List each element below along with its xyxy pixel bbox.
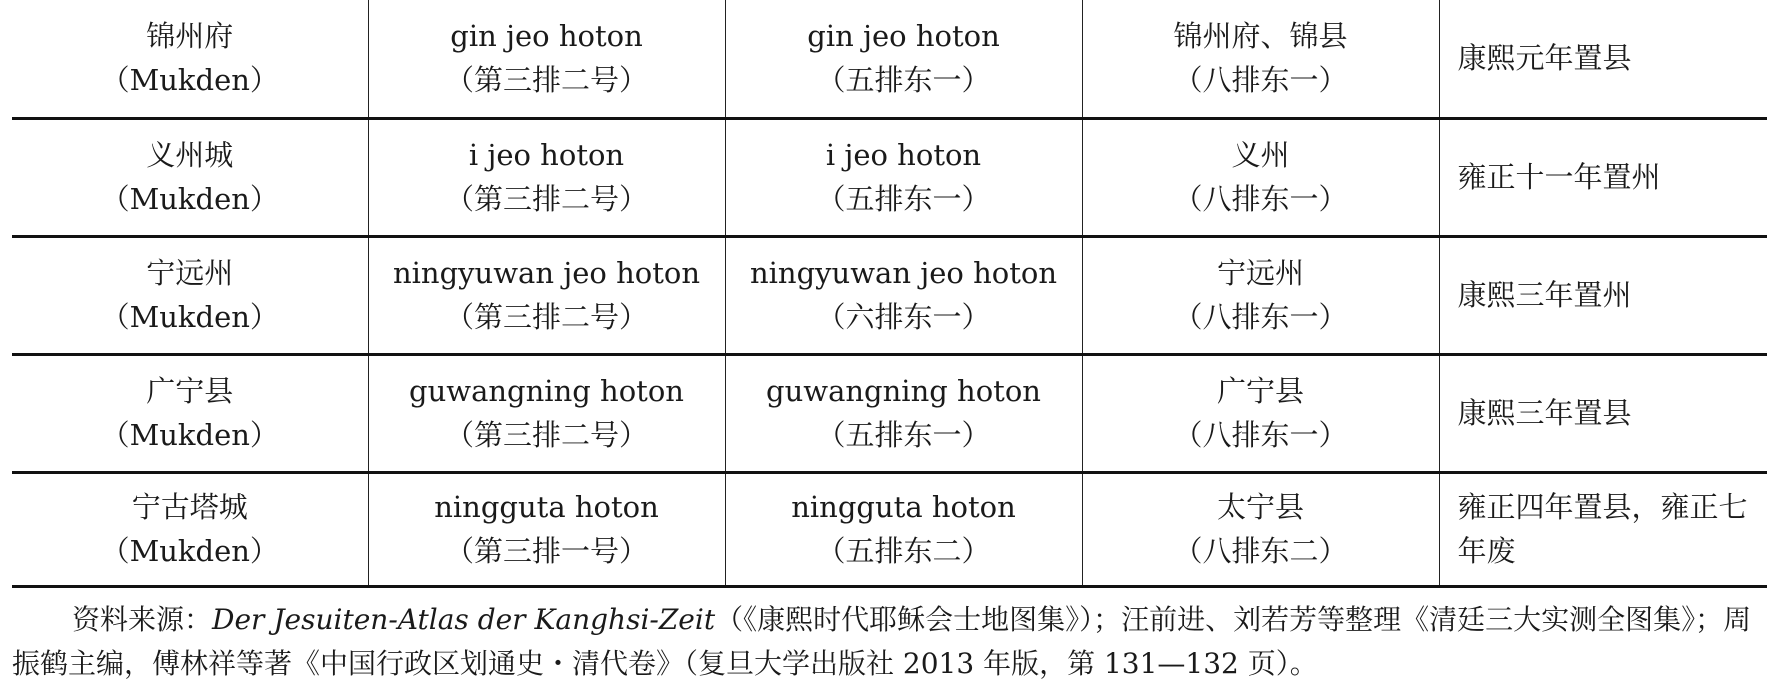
chinese-name-cell — [1082, 0, 1439, 118]
cell-line: ningyuwan jeo hoton — [749, 256, 1058, 290]
table-row — [12, 354, 1767, 472]
note-cell — [1439, 118, 1767, 236]
cell-line: （五排东一） — [816, 63, 991, 98]
place-cell — [12, 354, 368, 472]
cell-line: i jeo hoton — [468, 138, 625, 172]
cell-line: gin jeo hoton — [450, 19, 643, 54]
manchu-name-cell — [725, 0, 1082, 118]
cell-line: 康熙元年置县 — [1457, 41, 1632, 76]
cell-line: 义州城 — [146, 138, 234, 172]
cell-line: 雍正四年置县，雍正七年废 — [1457, 490, 1748, 568]
manchu-name-cell — [725, 236, 1082, 354]
cell-line: guwangning hoton — [766, 374, 1041, 408]
cell-line: （第三排二号） — [444, 182, 648, 216]
cell-line: 太宁县 — [1216, 490, 1304, 524]
chinese-name-cell — [1082, 472, 1439, 586]
cell-line: （八排东一） — [1173, 182, 1348, 216]
cell-line: 锦州府 — [146, 19, 234, 54]
cell-line: 广宁县 — [1216, 374, 1304, 408]
cell-line: 宁古塔城 — [131, 490, 248, 524]
note-cell — [1439, 472, 1767, 586]
table-row — [12, 0, 1767, 118]
manchu-name-cell — [725, 472, 1082, 586]
manchu-name-cell — [725, 354, 1082, 472]
note-cell — [1439, 236, 1767, 354]
table-row — [12, 118, 1767, 236]
cell-line: 锦州府、锦县 — [1173, 19, 1348, 54]
cell-line: ningguta hoton — [791, 490, 1016, 524]
note-cell — [1439, 0, 1767, 118]
place-cell — [12, 236, 368, 354]
chinese-name-cell — [1082, 118, 1439, 236]
cell-line: （六排东一） — [816, 300, 991, 334]
cell-line: 康熙三年置州 — [1457, 278, 1632, 312]
place-name-table — [12, 0, 1767, 588]
place-cell — [12, 118, 368, 236]
cell-line: ningguta hoton — [434, 490, 659, 524]
cell-line: （第三排二号） — [444, 418, 648, 452]
source-label: 资料来源： — [72, 603, 213, 636]
manchu-name-cell — [368, 236, 725, 354]
cell-line: （五排东一） — [816, 418, 991, 452]
cell-line: gin jeo hoton — [807, 19, 1000, 54]
manchu-name-cell — [368, 118, 725, 236]
cell-line: （Mukden） — [100, 182, 279, 216]
table-row — [12, 472, 1767, 586]
manchu-name-cell — [725, 118, 1082, 236]
cell-line: （Mukden） — [100, 418, 279, 452]
cell-line: （八排东一） — [1173, 63, 1348, 98]
table-row — [12, 236, 1767, 354]
cell-line: 义州 — [1231, 138, 1290, 172]
cell-line: （第三排一号） — [444, 534, 648, 568]
source-italic-title: Der Jesuiten-Atlas der Kanghsi-Zeit — [212, 603, 716, 636]
cell-line: 宁远州 — [146, 256, 234, 290]
cell-line: （Mukden） — [100, 534, 279, 568]
cell-line: （第三排二号） — [444, 63, 648, 98]
cell-line: ningyuwan jeo hoton — [392, 256, 701, 290]
cell-line: （五排东二） — [816, 534, 991, 568]
source-note — [12, 598, 1762, 686]
cell-line: （八排东二） — [1173, 534, 1348, 568]
cell-line: （八排东一） — [1173, 300, 1348, 334]
cell-line: （Mukden） — [100, 300, 279, 334]
cell-line: （第三排二号） — [444, 300, 648, 334]
cell-line: 雍正十一年置州 — [1457, 160, 1661, 194]
cell-line: 宁远州 — [1216, 256, 1304, 290]
place-cell — [12, 472, 368, 586]
chinese-name-cell — [1082, 236, 1439, 354]
cell-line: （八排东一） — [1173, 418, 1348, 452]
cell-line: 康熙三年置县 — [1457, 396, 1632, 430]
manchu-name-cell — [368, 472, 725, 586]
source-text: （《康熙时代耶稣会士地图集》）；汪前进、刘若芳等整理《清廷三大实测全图集》；周振鹤主编，傅林祥等著《中国行政区划通史・清代卷》（复旦大学出版社 2013 年版，第 131—132 页）。 — [12, 603, 1752, 680]
cell-line: i jeo hoton — [825, 138, 982, 172]
cell-line: guwangning hoton — [409, 374, 684, 408]
manchu-name-cell — [368, 0, 725, 118]
place-cell — [12, 0, 368, 118]
cell-line: （五排东一） — [816, 182, 991, 216]
note-cell — [1439, 354, 1767, 472]
cell-line: 广宁县 — [146, 374, 234, 408]
chinese-name-cell — [1082, 354, 1439, 472]
cell-line: （Mukden） — [100, 63, 279, 98]
manchu-name-cell — [368, 354, 725, 472]
